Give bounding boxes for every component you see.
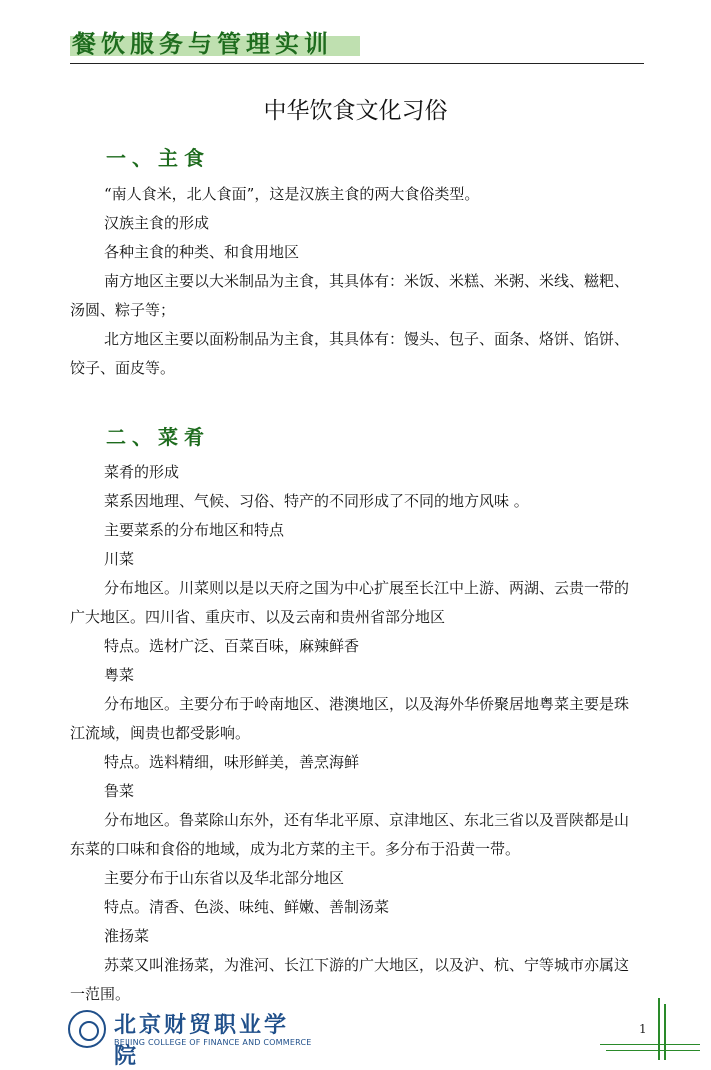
section-body-dishes [70, 458, 642, 1009]
paragraph: 淮扬菜 [104, 927, 150, 945]
section-heading-dishes: 二、菜肴 [106, 425, 210, 449]
paragraph: 主要菜系的分布地区和特点 [104, 521, 285, 539]
college-emblem-icon [68, 1010, 106, 1048]
document-title: 中华饮食文化习俗 [263, 98, 448, 124]
college-name-en: BEIJING COLLEGE OF FINANCE AND COMMERCE [114, 1038, 312, 1047]
paragraph: 苏菜又叫淮扬菜，为淮河、长江下游的广大地区，以及沪、杭、宁等城市亦属这一范围。 [70, 956, 630, 1003]
corner-ornament [664, 1004, 666, 1060]
header-divider [70, 63, 644, 64]
paragraph: 鲁菜 [104, 782, 135, 800]
paragraph: 各种主食的种类、和食用地区 [104, 243, 300, 261]
paragraph: 菜系因地理、气候、习俗、特产的不同形成了不同的地方风味 。 [104, 492, 529, 510]
section-body-staple-food [70, 180, 642, 383]
paragraph: 川菜 [104, 550, 135, 568]
paragraph: 南方地区主要以大米制品为主食，其具体有：米饭、米糕、米粥、米线、糍粑、汤圆、粽子等； [70, 272, 630, 319]
paragraph: 粤菜 [104, 666, 135, 684]
section-heading-staple-food: 一、主食 [106, 146, 210, 170]
paragraph: “南人食米，北人食面”，这是汉族主食的两大食俗类型。 [104, 185, 480, 203]
college-name-cn: 北京财贸职业学院 [114, 1012, 290, 1069]
paragraph: 特点。选材广泛、百菜百味，麻辣鲜香 [104, 637, 360, 655]
paragraph: 北方地区主要以面粉制品为主食，其具体有：馒头、包子、面条、烙饼、馅饼、饺子、面皮等。 [70, 330, 630, 377]
paragraph: 特点。清香、色淡、味纯、鲜嫩、善制汤菜 [104, 898, 390, 916]
paragraph: 汉族主食的形成 [104, 214, 210, 232]
paragraph: 分布地区。川菜则以是以天府之国为中心扩展至长江中上游、两湖、云贵一带的广大地区。四川省、重庆市、以及云南和贵州省部分地区 [70, 579, 630, 626]
paragraph: 分布地区。鲁菜除山东外，还有华北平原、京津地区、东北三省以及晋陕都是山东菜的口味和食俗的地域，成为北方菜的主干。多分布于沿黄一带。 [70, 811, 630, 858]
paragraph: 特点。选料精细，味形鲜美，善烹海鲜 [104, 753, 360, 771]
paragraph: 主要分布于山东省以及华北部分地区 [104, 869, 345, 887]
college-logo [68, 1008, 312, 1069]
paragraph: 分布地区。主要分布于岭南地区、港澳地区，以及海外华侨聚居地粤菜主要是珠江流域，闽贵也都受影响。 [70, 695, 630, 742]
paragraph: 菜肴的形成 [104, 463, 180, 481]
page-number: 1 [639, 1022, 647, 1036]
corner-ornament [606, 1050, 700, 1051]
header-title: 餐饮服务与管理实训 [72, 29, 333, 58]
corner-ornament [600, 1044, 700, 1045]
